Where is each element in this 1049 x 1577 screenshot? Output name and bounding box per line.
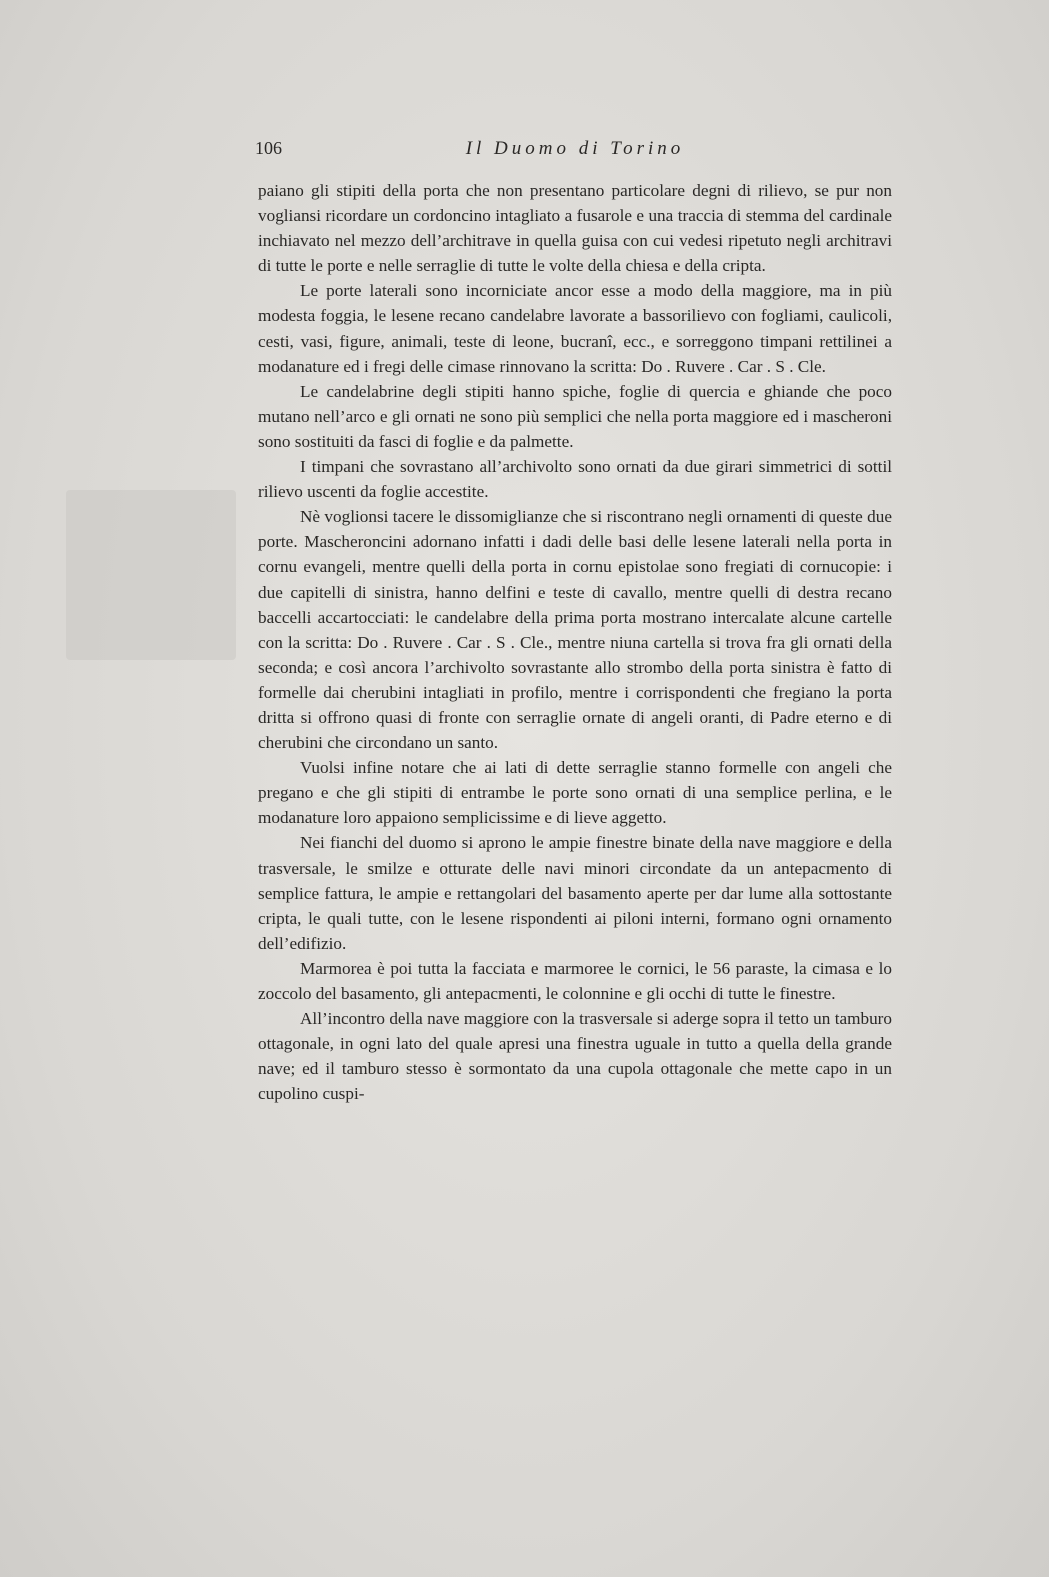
body-text	[258, 178, 892, 1106]
paragraph-5: Nè voglionsi tacere le dissomiglianze che si riscontrano negli ornamenti di queste due porte. Mascheroncini adornano infatti i dadi delle basi delle lesene laterali nella porta in cornu evangeli, mentre quelli della porta in cornu epistolae sono fregiati di cornucopie: i due capitelli di sinistra, hanno delfini e teste di cavallo, mentre quelli di destra recano baccelli accartocciati: le candelabre della prima porta mostrano intercalate alcune cartelle con la scritta: Do . Ruvere . Car . S . Cle., mentre niuna cartella si trova fra gli ornati della seconda; e così ancora l’archivolto sovrastante allo strombo della porta sinistra è fatto di formelle dai cherubini intagliati in profilo, mentre i corrispondenti che fregiano la porta dritta si offrono quasi di fronte con serraglie ornate di angeli oranti, di Padre eterno e di cherubini che circondano un santo.	[258, 507, 892, 753]
paragraph-8: Marmorea è poi tutta la facciata e marmoree le cornici, le 56 paraste, la cimasa e lo zoccolo del basamento, gli antepacmenti, le colonnine e gli occhi di tutte le finestre.	[258, 958, 892, 1003]
paragraph-3: Le candelabrine degli stipiti hanno spiche, foglie di quercia e ghiande che poco mutano nell’arco e gli ornati ne sono più semplici che nella porta maggiore ed i mascheroni sono sostituiti da fasci di foglie e da palmette.	[258, 381, 892, 451]
page-header	[255, 138, 895, 166]
paragraph-9: All’incontro della nave maggiore con la trasversale si aderge sopra il tetto un tamburo ottagonale, in ogni lato del quale apresi una finestra uguale in tutto a quella della grande nave; ed il tamburo stesso è sormontato da una cupola ottagonale che mette capo in un cupolino cuspi-	[258, 1009, 892, 1104]
page-number: 106	[255, 138, 282, 158]
paragraph-2: Le porte laterali sono incorniciate ancor esse a modo della maggiore, ma in più modesta foggia, le lesene recano candelabre lavorate a bassorilievo con fogliami, caulicoli, cesti, vasi, figure, animali, teste di leone, bucranî, ecc., e sorreggono timpani rettilinei a modanature ed i fregi delle cimase rinnovano la scritta: Do . Ruvere . Car . S . Cle.	[258, 281, 892, 376]
paragraph-1: paiano gli stipiti della porta che non presentano particolare degni di rilievo, se pur non vogliansi ricordare un cordoncino intagliato a fusarole e una traccia di stemma del cardinale inchiavato nel mezzo dell’architrave in quella guisa con cui vedesi ripetuto negli architravi di tutte le porte e nelle serraglie di tutte le volte della chiesa e della cripta.	[258, 181, 892, 276]
paragraph-4: I timpani che sovrastano all’archivolto sono ornati da due girari simmetrici di sottil rilievo uscenti da foglie accestite.	[258, 457, 892, 502]
paragraph-6: Vuolsi infine notare che ai lati di dette serraglie stanno formelle con angeli che pregano e che gli stipiti di entrambe le porte sono ornati di una semplice perlina, e le modanature loro appaiono semplicissime e di lieve aggetto.	[258, 758, 892, 828]
paragraph-7: Nei fianchi del duomo si aprono le ampie finestre binate della nave maggiore e della trasversale, le smilze e otturate delle navi minori circondate da un antepacmento di semplice fattura, le ampie e rettangolari del basamento aperte per dar lume alla sottostante cripta, le quali tutte, con le lesene rispondenti ai piloni interni, formano ogni ornamento dell’edifizio.	[258, 833, 892, 953]
running-title: Il Duomo di Torino	[465, 138, 685, 159]
show-through-stain	[66, 490, 236, 660]
